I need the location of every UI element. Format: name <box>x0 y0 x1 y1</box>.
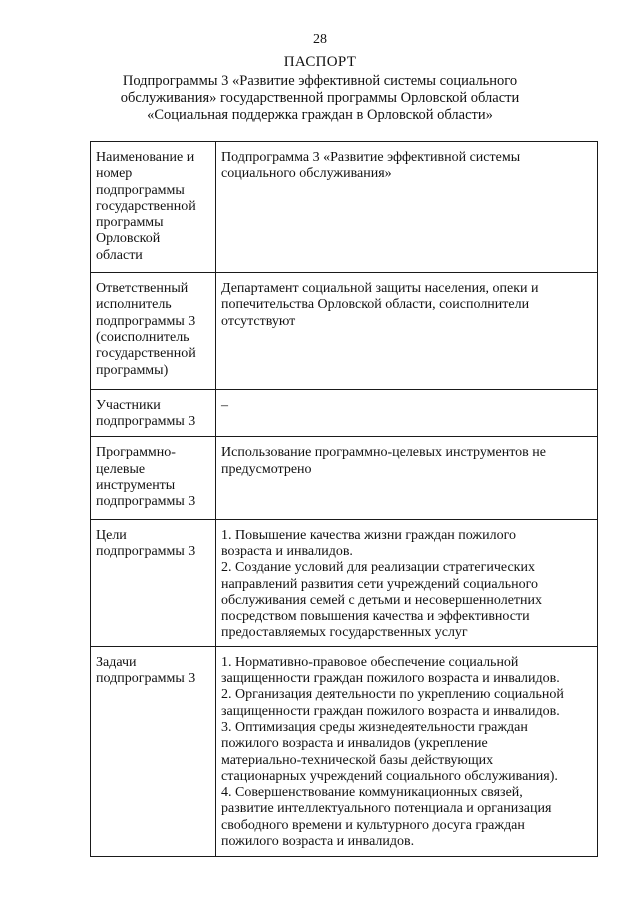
label-line: целевые <box>96 461 146 477</box>
label-line: Орловской <box>96 231 161 247</box>
value-cell <box>216 142 598 273</box>
label-line: государственной <box>96 198 196 214</box>
label-line: подпрограммы 3 <box>96 494 196 510</box>
label-line: подпрограммы <box>96 182 185 198</box>
value-line: защищенности граждан пожилого возраста и инвалидов. <box>221 671 560 687</box>
label-line: государственной <box>96 346 196 362</box>
value-line: 2. Создание условий для реализации стратегических <box>221 560 535 576</box>
value-line: 1. Нормативно-правовое обеспечение социальной <box>221 654 519 670</box>
label-line: исполнитель <box>96 297 172 313</box>
label-line: Наименование и <box>96 150 195 165</box>
value-line: обслуживания семей с детьми и несовершеннолетних <box>221 592 543 608</box>
value-line: Использование программно-целевых инструментов не <box>221 445 546 461</box>
label-line: Программно- <box>96 445 176 461</box>
label-cell <box>91 519 216 646</box>
label-line: инструменты <box>96 478 176 494</box>
label-line: программы <box>96 215 164 231</box>
passport-title: ПАСПОРТ <box>283 54 357 70</box>
row-tasks <box>91 646 598 857</box>
label-cell <box>91 646 216 857</box>
value-line: пожилого возраста и инвалидов (укрепление <box>221 736 488 752</box>
label-line: Участники <box>96 397 161 413</box>
value-cell <box>216 646 598 857</box>
value-line: 4. Совершенствование коммуникационных связей, <box>221 785 523 801</box>
value-line: – <box>221 397 228 413</box>
subtitle-line: обслуживания» государственной программы Орловской области <box>120 90 520 106</box>
value-line: социального обслуживания» <box>221 166 392 182</box>
value-line: предусмотрено <box>221 461 312 477</box>
label-cell <box>91 437 216 519</box>
value-line: отсутствуют <box>221 313 296 329</box>
value-cell <box>216 389 598 437</box>
value-cell <box>216 519 598 646</box>
label-line: Задачи <box>96 654 137 670</box>
value-line: стационарных учреждений социального обслуживания). <box>221 768 558 784</box>
value-line: возраста и инвалидов. <box>221 543 353 559</box>
row-goals <box>91 519 598 646</box>
label-line: области <box>96 247 143 263</box>
label-line: Ответственный <box>96 281 189 297</box>
label-line: подпрограммы 3 <box>96 671 196 687</box>
value-line: 1. Повышение качества жизни граждан пожилого <box>221 527 516 543</box>
value-line: развитие интеллектуального потенциала и организация <box>221 801 552 817</box>
value-line: посредством повышения качества и эффективности <box>221 609 530 625</box>
label-line: программы) <box>96 362 169 378</box>
row-responsible-executor <box>91 273 598 390</box>
value-cell <box>216 437 598 519</box>
value-line: направлений развития сети учреждений социального <box>221 576 538 592</box>
subtitle-line: «Социальная поддержка граждан в Орловской области» <box>147 107 493 123</box>
value-line: Подпрограмма 3 «Развитие эффективной системы <box>221 150 521 165</box>
value-line: защищенности граждан пожилого возраста и инвалидов. <box>221 703 560 719</box>
value-line: 2. Организация деятельности по укреплению социальной <box>221 687 564 703</box>
subtitle-line: Подпрограммы 3 «Развитие эффективной системы социального <box>122 73 518 89</box>
passport-table <box>90 141 598 857</box>
value-line: пожилого возраста и инвалидов. <box>221 833 415 849</box>
value-cell <box>216 273 598 390</box>
label-line: подпрограммы 3 <box>96 543 196 559</box>
label-line: номер <box>96 166 133 182</box>
label-line: подпрограммы 3 <box>96 414 196 430</box>
value-line: предоставляемых государственных услуг <box>221 625 468 641</box>
value-line: Департамент социальной защиты населения, опеки и <box>221 281 539 297</box>
label-cell <box>91 142 216 273</box>
document-subtitle <box>60 73 580 124</box>
value-line: попечительства Орловской области, соисполнители <box>221 297 530 313</box>
label-line: (соисполнитель <box>96 329 190 345</box>
row-participants <box>91 389 598 437</box>
row-program-instruments <box>91 437 598 519</box>
label-line: Цели <box>96 527 127 543</box>
page-number: 28 <box>313 32 327 47</box>
value-line: материально-технической базы действующих <box>221 752 494 768</box>
label-line: подпрограммы 3 <box>96 313 196 329</box>
value-line: свободного времени и культурного досуга граждан <box>221 817 525 833</box>
row-name-and-number <box>91 142 598 273</box>
label-cell <box>91 273 216 390</box>
value-line: 3. Оптимизация среды жизнедеятельности граждан <box>221 719 528 735</box>
label-cell <box>91 389 216 437</box>
